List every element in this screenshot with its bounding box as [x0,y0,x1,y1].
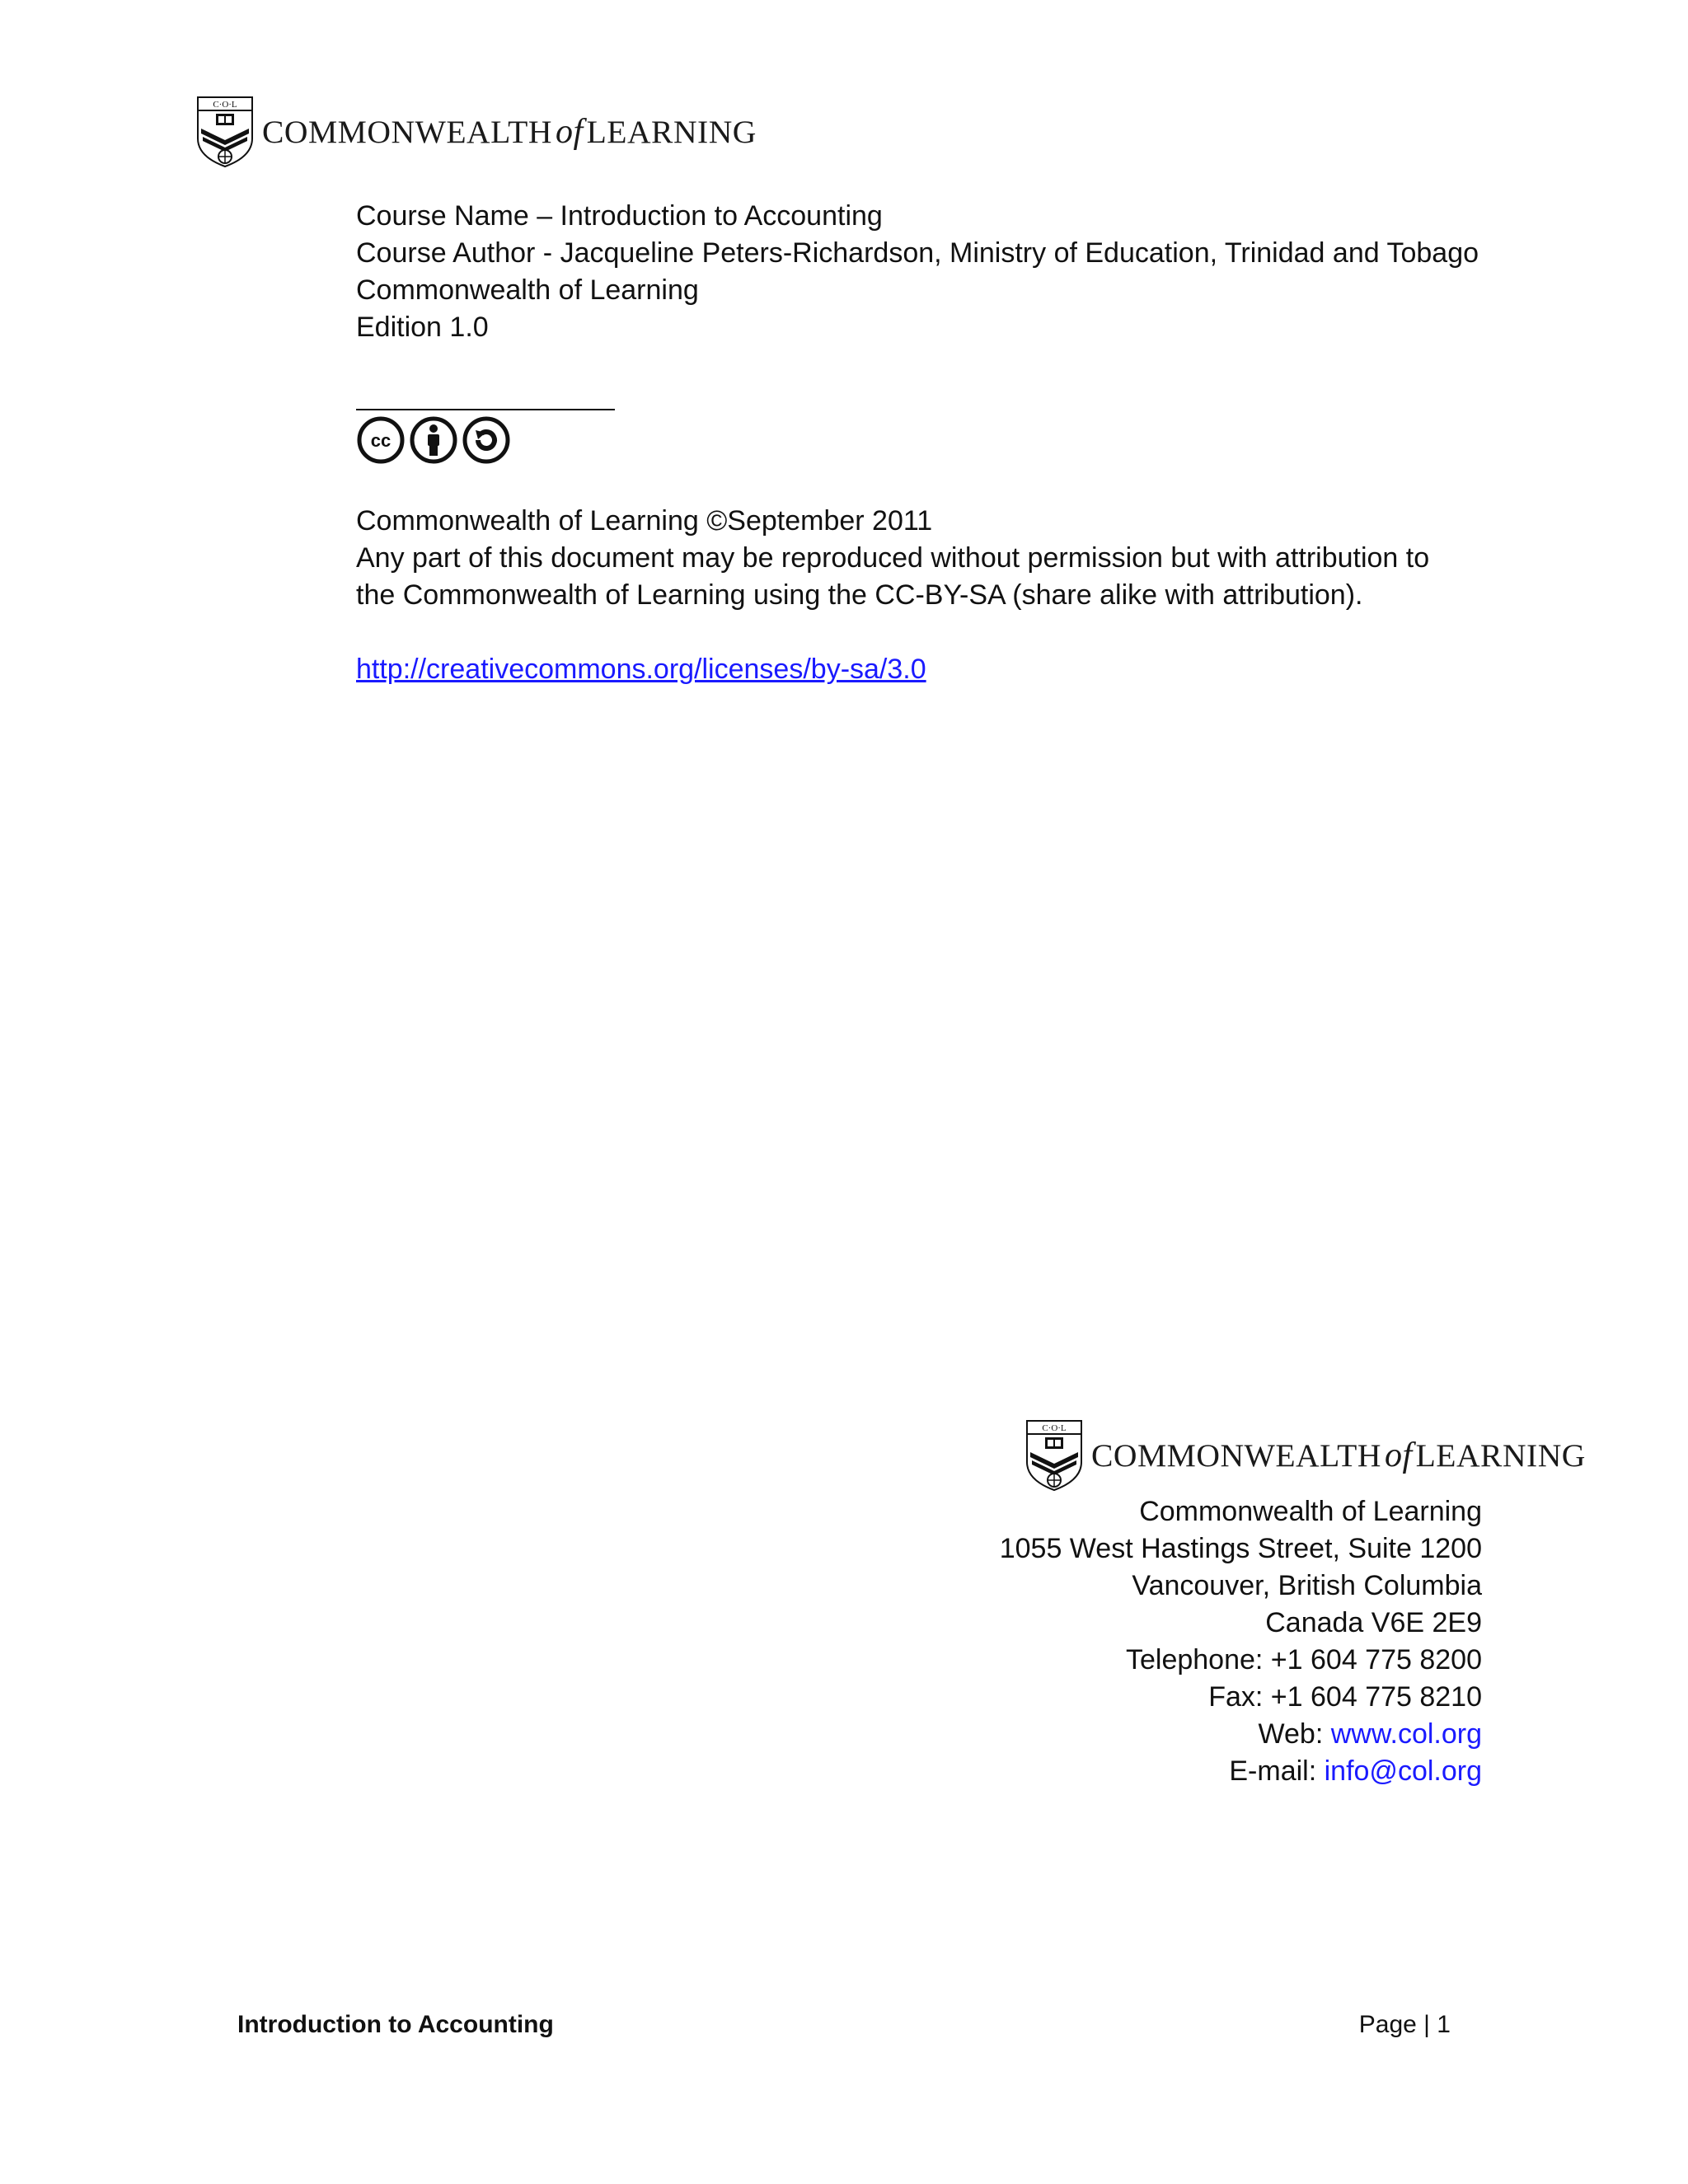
col-logo-top [196,96,757,168]
col-wordmark [262,112,757,152]
publisher: Commonwealth of Learning [356,274,699,306]
by-attribution-icon [409,415,458,465]
share-alike-icon [462,415,511,465]
col-seal-text: C·O·L [1042,1423,1067,1433]
web-link[interactable]: www.col.org [1330,1718,1482,1750]
footer-title: Introduction to Accounting [237,2011,554,2038]
copyright-notice [356,503,1429,614]
cc-icon [356,415,406,465]
cc-license-badges [356,415,511,465]
wordmark-last: LEARNING [1415,1437,1586,1474]
address-email [1000,1753,1482,1790]
course-author: Course Author - Jacqueline Peters-Richardson, Ministry of Education, Trinidad and Tobago [356,237,1479,269]
col-logo-bottom [1025,1419,1586,1492]
address-telephone: Telephone: +1 604 775 8200 [1125,1644,1482,1675]
col-seal-text: C·O·L [213,100,237,110]
col-shield-icon [1025,1419,1083,1492]
wordmark-first: COMMONWEALTH [262,114,552,150]
address-org: Commonwealth of Learning [1139,1496,1482,1527]
svg-text:cc: cc [370,430,392,451]
course-info [356,198,1479,346]
wordmark-of: of [1384,1436,1413,1474]
address-web [1000,1716,1482,1753]
col-shield-icon [196,96,254,168]
email-link[interactable]: info@col.org [1324,1755,1482,1787]
email-label: E-mail: [1229,1755,1325,1787]
col-wordmark [1091,1436,1586,1475]
edition: Edition 1.0 [356,312,489,343]
license-link[interactable]: http://creativecommons.org/licenses/by-sa/3.0 [356,654,926,685]
wordmark-of: of [555,113,584,151]
address-city: Vancouver, British Columbia [1132,1570,1482,1601]
web-label: Web: [1258,1718,1331,1750]
notice-line-2: the Commonwealth of Learning using the CC-BY-SA (share alike with attribution). [356,579,1363,611]
address-street: 1055 West Hastings Street, Suite 1200 [999,1533,1482,1564]
wordmark-last: LEARNING [586,114,757,150]
address-country: Canada V6E 2E9 [1265,1607,1482,1638]
notice-line-1: Any part of this document may be reproduced without permission but with attribution to [356,542,1430,574]
course-name: Course Name – Introduction to Accounting [356,200,883,232]
copyright-line: Commonwealth of Learning ©September 2011 [356,505,933,537]
divider-rule [356,409,615,410]
contact-address [1000,1493,1482,1790]
footer-page-number: Page | 1 [1358,2011,1451,2038]
address-fax: Fax: +1 604 775 8210 [1208,1681,1482,1713]
wordmark-first: COMMONWEALTH [1091,1437,1381,1474]
